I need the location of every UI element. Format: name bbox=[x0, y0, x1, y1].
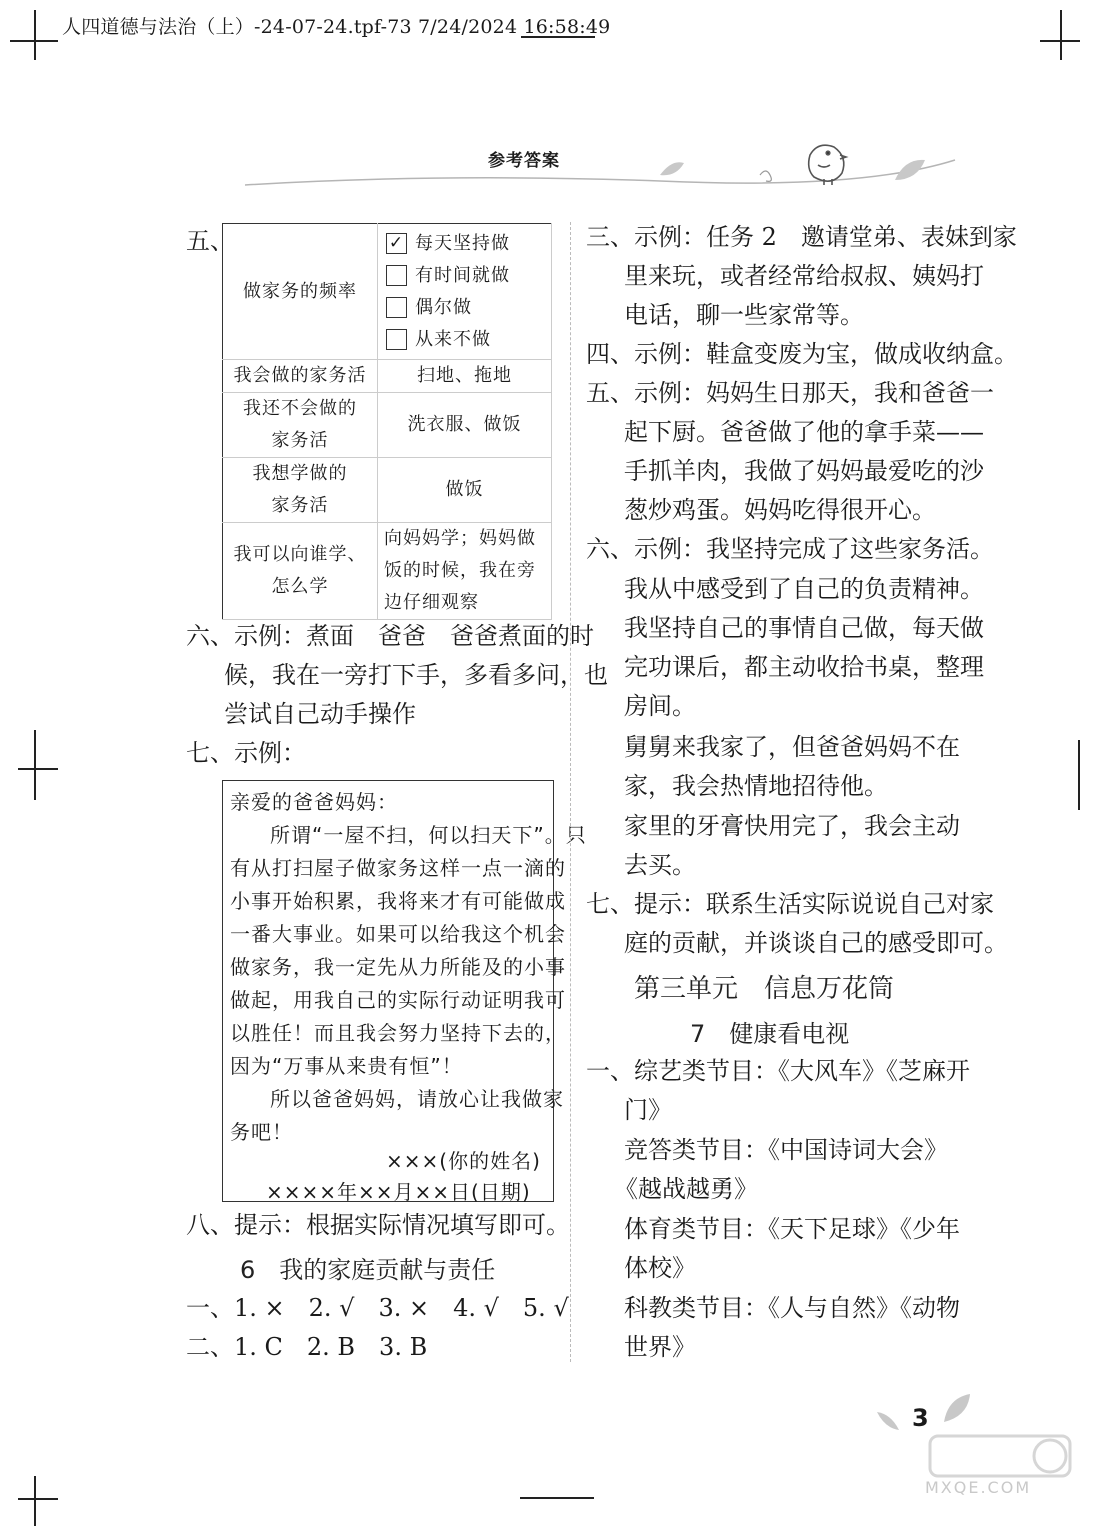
chores-table bbox=[222, 223, 552, 620]
crop-mark bbox=[1060, 10, 1062, 60]
row-label-line: 我还不会做的 bbox=[243, 398, 357, 419]
row-label-line: 我可以向谁学、 bbox=[233, 544, 367, 565]
crop-mark bbox=[10, 40, 58, 42]
row-label: 我会做的家务活 bbox=[223, 360, 378, 393]
letter-line: 做家务，我一定先从力所能及的小事 bbox=[230, 955, 566, 979]
letter-line: 务吧！ bbox=[230, 1120, 293, 1144]
crop-mark bbox=[34, 1476, 36, 1526]
answer-line: 《越战越勇》 bbox=[614, 1175, 758, 1203]
answer-line: 体校》 bbox=[624, 1254, 696, 1282]
option-label: 从来不做 bbox=[415, 328, 491, 350]
answer-line: 七、提示：联系生活实际说说自己对家 bbox=[586, 890, 994, 918]
answer-line: 体育类节目：《天下足球》《少年 bbox=[624, 1215, 960, 1243]
row-label bbox=[223, 523, 378, 620]
checkbox-option bbox=[378, 260, 551, 292]
option-label: 有时间就做 bbox=[415, 264, 510, 286]
empty-checkbox-icon bbox=[386, 329, 407, 350]
letter-line: 以胜任！而且我会努力坚持下去的， bbox=[230, 1021, 566, 1045]
crop-mark bbox=[1040, 40, 1080, 42]
freq-label-cell: 做家务的频率 bbox=[223, 224, 378, 360]
leaf-icon bbox=[944, 1394, 970, 1422]
watermark-text: MXQE.COM bbox=[925, 1478, 1032, 1497]
answer-line: 家，我会热情地招待他。 bbox=[624, 772, 888, 800]
letter-line: 所谓“一屋不扫，何以扫天下”。只 bbox=[270, 823, 587, 847]
answer-line: 手抓羊肉，我做了妈妈最爱吃的沙 bbox=[624, 457, 984, 485]
answer-line: 里来玩，或者经常给叔叔、姨妈打 bbox=[624, 262, 984, 290]
table-row bbox=[223, 523, 552, 620]
letter-line: 因为“万事从来贵有恒”！ bbox=[230, 1054, 463, 1078]
checkbox-option bbox=[378, 292, 551, 324]
letter-line: 做起，用我自己的实际行动证明我可 bbox=[230, 988, 566, 1012]
answer-line: 电话，聊一些家常等。 bbox=[624, 301, 864, 329]
row-label bbox=[223, 393, 378, 458]
letter-line: 一番大事业。如果可以给我这个机会 bbox=[230, 922, 566, 946]
crop-mark bbox=[34, 730, 36, 800]
lesson-7-title: 7 健康看电视 bbox=[690, 1020, 850, 1048]
unit-title: 第三单元 信息万花筒 bbox=[634, 974, 895, 1004]
table-row bbox=[223, 393, 552, 458]
q6-line: 六、示例：煮面 爸爸 爸爸煮面的时 bbox=[186, 622, 594, 650]
checkbox-option bbox=[378, 324, 551, 356]
answer-line: 家里的牙膏快用完了，我会主动 bbox=[624, 812, 960, 840]
row-value: 扫地、拖地 bbox=[378, 360, 552, 393]
letter-signature: ×××(你的姓名) bbox=[386, 1149, 541, 1173]
answer-line: 四、示例：鞋盒变废为宝，做成收纳盒。 bbox=[586, 340, 1018, 368]
row-label-line: 我想学做的 bbox=[252, 463, 348, 484]
leaf-icon bbox=[895, 160, 925, 180]
header-decoration bbox=[240, 135, 960, 200]
crop-mark bbox=[18, 1498, 58, 1500]
letter-date: ××××年××月××日(日期) bbox=[266, 1180, 531, 1204]
column-divider bbox=[570, 222, 571, 1362]
checkbox-option bbox=[378, 228, 551, 260]
answer-line: 我坚持自己的事情自己做，每天做 bbox=[624, 614, 984, 642]
crop-mark bbox=[34, 10, 36, 60]
answer-line: 一、综艺类节目：《大风车》《芝麻开 bbox=[586, 1057, 970, 1085]
watermark-logo-icon bbox=[928, 1430, 1078, 1480]
answer-line: 去买。 bbox=[624, 851, 696, 879]
row-label-line: 家务活 bbox=[271, 495, 329, 516]
row-label bbox=[223, 458, 378, 523]
answer-line: 三、示例：任务 2 邀请堂弟、表妹到家 bbox=[586, 223, 1017, 251]
option-label: 每天坚持做 bbox=[415, 232, 510, 254]
table-row bbox=[223, 224, 552, 360]
answer-line: 世界》 bbox=[624, 1333, 696, 1361]
check-mark-icon: ✓ bbox=[386, 233, 407, 254]
letter-line: 有从打扫屋子做家务这样一点一滴的 bbox=[230, 856, 566, 880]
answer-line: 葱炒鸡蛋。妈妈吃得很开心。 bbox=[624, 496, 936, 524]
leaf-icon bbox=[660, 162, 684, 175]
swirl-icon bbox=[760, 171, 771, 181]
leaf-icon bbox=[877, 1412, 899, 1430]
table-row bbox=[223, 458, 552, 523]
row-value: 洗衣服、做饭 bbox=[378, 393, 552, 458]
q6-line: 候，我在一旁打下手，多看多问，也 bbox=[224, 661, 608, 689]
row-value-line: 边仔细观察 bbox=[384, 592, 479, 613]
row-value: 做饭 bbox=[378, 458, 552, 523]
header-rule bbox=[245, 160, 955, 185]
answer-line: 庭的贡献，并谈谈自己的感受即可。 bbox=[624, 929, 1008, 957]
crop-mark bbox=[1078, 740, 1080, 810]
q7-label: 七、示例： bbox=[186, 739, 306, 767]
q5-label: 五、 bbox=[186, 227, 234, 255]
answer-line: 完功课后，都主动收拾书桌，整理 bbox=[624, 653, 984, 681]
row-value-line: 向妈妈学；妈妈做 bbox=[384, 528, 536, 549]
letter-line: 所以爸爸妈妈，请放心让我做家 bbox=[270, 1087, 564, 1111]
q8-line: 八、提示：根据实际情况填写即可。 bbox=[186, 1211, 570, 1239]
row-label-line: 家务活 bbox=[271, 430, 329, 451]
answer-line: 科教类节目：《人与自然》《动物 bbox=[624, 1294, 960, 1322]
lesson-6-answers-2: 二、1. C 2. B 3. B bbox=[186, 1333, 428, 1361]
answer-line: 起下厨。爸爸做了他的拿手菜—— bbox=[624, 418, 984, 446]
answer-line: 我从中感受到了自己的负责精神。 bbox=[624, 575, 984, 603]
answer-line: 门》 bbox=[624, 1096, 672, 1124]
answer-line: 舅舅来我家了，但爸爸妈妈不在 bbox=[624, 733, 960, 761]
answer-line: 六、示例：我坚持完成了这些家务活。 bbox=[586, 535, 994, 563]
row-value bbox=[378, 523, 552, 620]
empty-checkbox-icon bbox=[386, 265, 407, 286]
page-title: 参考答案 bbox=[488, 151, 560, 171]
crop-mark bbox=[520, 1497, 594, 1499]
empty-checkbox-icon bbox=[386, 297, 407, 318]
page-number: 3 bbox=[912, 1404, 929, 1432]
answer-line: 五、示例：妈妈生日那天，我和爸爸一 bbox=[586, 379, 994, 407]
crop-mark bbox=[18, 768, 58, 770]
lesson-6-answers-1: 一、1. × 2. √ 3. × 4. √ 5. √ bbox=[186, 1294, 569, 1322]
answer-line: 竞答类节目：《中国诗词大会》 bbox=[624, 1136, 948, 1164]
table-row bbox=[223, 360, 552, 393]
freq-options-cell bbox=[378, 224, 552, 360]
row-label-line: 怎么学 bbox=[271, 576, 329, 597]
row-value-line: 饭的时候，我在旁 bbox=[384, 560, 536, 581]
lesson-6-title: 6 我的家庭贡献与责任 bbox=[240, 1256, 496, 1284]
file-header: 人四道德与法治（上）-24-07-24.tpf-73 7/24/2024 16:58:49 bbox=[62, 16, 611, 38]
letter-line: 小事开始积累，我将来才有可能做成 bbox=[230, 889, 566, 913]
option-label: 偶尔做 bbox=[415, 296, 472, 318]
letter-line: 亲爱的爸爸妈妈： bbox=[230, 790, 398, 814]
answer-line: 房间。 bbox=[624, 692, 696, 720]
q6-line: 尝试自己动手操作 bbox=[224, 700, 416, 728]
